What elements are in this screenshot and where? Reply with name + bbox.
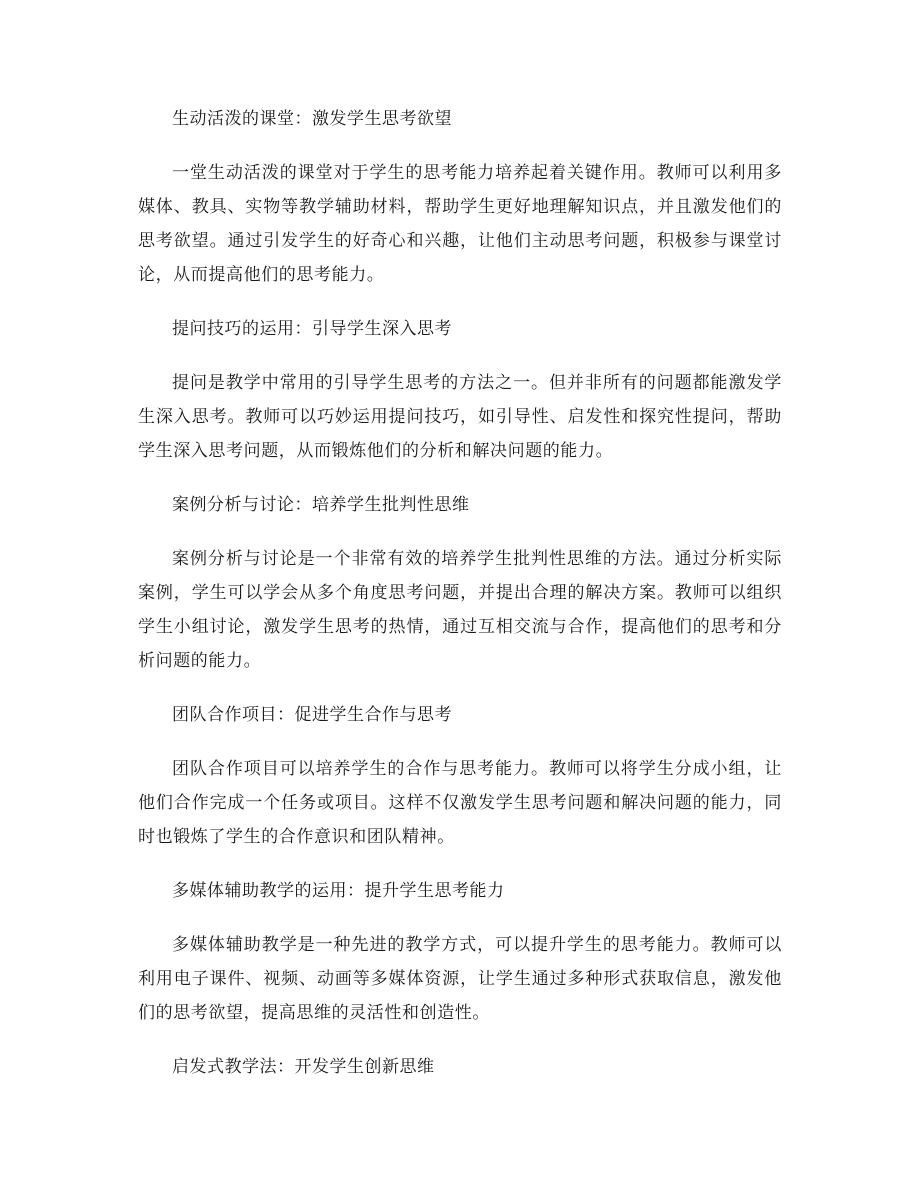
section-paragraph-3: 案例分析与讨论是一个非常有效的培养学生批判性思维的方法。通过分析实际案例，学生可以学会从多个角度思考问题，并提出合理的解决方案。教师可以组织学生小组讨论，激发学生思考的热情，通过互相交流与合作，提高他们的思考和分析问题的能力。 — [138, 549, 782, 671]
section-paragraph-4: 团队合作项目可以培养学生的合作与思考能力。教师可以将学生分成小组，让他们合作完成一个任务或项目。这样不仅激发学生思考问题和解决问题的能力，同时也锻炼了学生的合作意识和团队精神。 — [138, 759, 782, 847]
section-paragraph-2: 提问是教学中常用的引导学生思考的方法之一。但并非所有的问题都能激发学生深入思考。教师可以巧妙运用提问技巧，如引导性、启发性和探究性提问，帮助学生深入思考问题，从而锻炼他们的分析和解决问题的能力。 — [138, 373, 782, 461]
section-paragraph-5: 多媒体辅助教学是一种先进的教学方式，可以提升学生的思考能力。教师可以利用电子课件、视频、动画等多媒体资源，让学生通过多种形式获取信息，激发他们的思考欲望，提高思维的灵活性和创造性。 — [138, 935, 782, 1023]
document-body — [138, 102, 782, 1084]
section-heading-6: 启发式教学法：开发学生创新思维 — [172, 1057, 435, 1077]
section-heading-4: 团队合作项目：促进学生合作与思考 — [172, 705, 452, 725]
section-heading-3: 案例分析与讨论：培养学生批判性思维 — [172, 495, 470, 515]
section-heading-2: 提问技巧的运用：引导学生深入思考 — [172, 319, 452, 339]
section-paragraph-1: 一堂生动活泼的课堂对于学生的思考能力培养起着关键作用。教师可以利用多媒体、教具、实物等教学辅助材料，帮助学生更好地理解知识点，并且激发他们的思考欲望。通过引发学生的好奇心和兴趣，让他们主动思考问题，积极参与课堂讨论，从而提高他们的思考能力。 — [138, 163, 782, 285]
section-heading-1: 生动活泼的课堂：激发学生思考欲望 — [172, 109, 452, 129]
section-heading-5: 多媒体辅助教学的运用：提升学生思考能力 — [172, 881, 505, 901]
